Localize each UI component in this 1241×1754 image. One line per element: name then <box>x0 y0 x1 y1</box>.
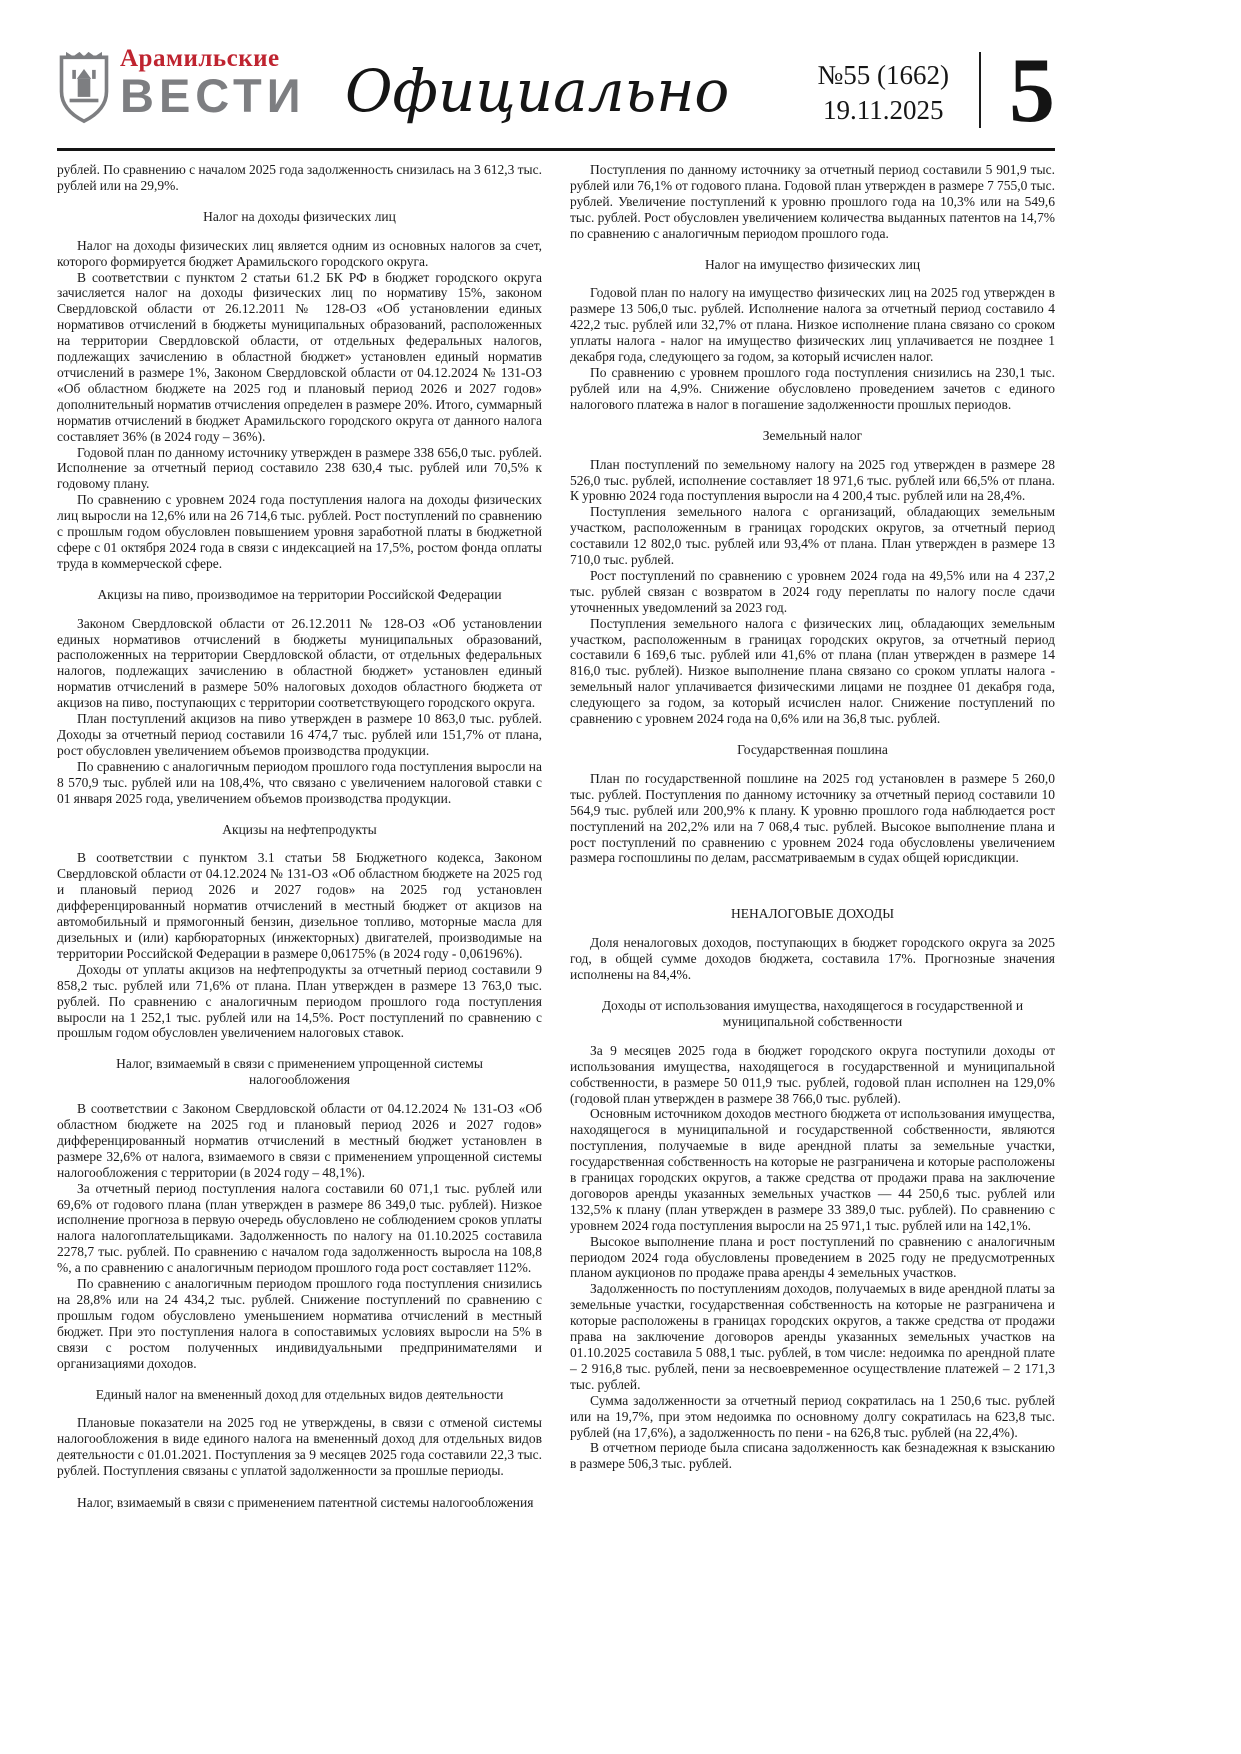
body-paragraph: По сравнению с аналогичным периодом прошлого года поступления выросли на 8 570,9 тыс. рублей или на 108,4%, что связано с увеличением налоговой ставки с 01 января 2025 года, увеличением объемов производства продукции. <box>57 758 542 806</box>
body-paragraph: Сумма задолженности за отчетный период сократилась на 1 250,6 тыс. рублей или на 19,7%, при этом недоимка по основному долгу сократилась на 623,8 тыс. рублей (на 17,6%), а задолженность по пени - на 626,8 тыс. рублей (на 22,4%). <box>570 1392 1055 1440</box>
newspaper-logo <box>57 46 319 131</box>
body-paragraph: План по государственной пошлине на 2025 год установлен в размере 5 260,0 тыс. рублей. Поступления по данному источнику за отчетный период составили 10 564,9 тыс. рублей или 200,9% к плану. К уровню прошлого года наблюдается рост поступлений на 202,2% или на 7 068,4 тыс. рублей. Высокое выполнение плана и рост поступлений по сравнению с уровнем 2024 года обусловлены увеличением размера госпошлины по делам, рассматриваемым в судах общей юрисдикции. <box>570 770 1055 866</box>
body-paragraph: За отчетный период поступления налога составили 60 071,1 тыс. рублей или 69,6% от годового плана (план утвержден в размере 86 349,0 тыс. рублей). Низкое исполнение прогноза в первую очередь обусловлено не соблюдением сроков уплаты налога налогоплательщиками. Задолженность по налогу на 01.10.2025 составила 2278,7 тыс. рублей. По сравнению с началом года задолженность выросла на 108,8 %, а по сравнению с аналогичным периодом прошлого года рост составляет 112%. <box>57 1180 542 1276</box>
body-paragraph: Годовой план по налогу на имущество физических лиц на 2025 год утвержден в размере 13 506,0 тыс. рублей. Исполнение налога за отчетный период составило 4 422,2 тыс. рублей или 32,7% от плана. Низкое исполнение плана связано со сроком уплаты налога - налог на имущество физических лиц уплачивается не позднее 1 декабря года, следующего за годом, за который исчислен налог. <box>570 285 1055 365</box>
masthead-rule <box>57 148 1055 151</box>
body-paragraph: План поступлений акцизов на пиво утвержден в размере 10 863,0 тыс. рублей. Доходы за отчетный период составили 16 474,7 тыс. рублей или 151,7% от плана, рост обусловлен увеличением объемов производства продукции. <box>57 711 542 758</box>
section-heading: Налог на доходы физических лиц <box>203 208 396 224</box>
body-paragraph: Плановые показатели на 2025 год не утверждены, в связи с отменой системы налогообложения в виде единого налога на вмененный доход для отдельных видов деятельности с 01.01.2021. Поступления за 9 месяцев 2025 года составили 22,3 тыс. рублей. Поступления связаны с уплатой задолженности за прошлые периоды. <box>57 1415 542 1479</box>
body-paragraph: Доля неналоговых доходов, поступающих в бюджет городского округа за 2025 год, в общей сумме доходов бюджета, составила 17%. Прогнозные значения исполнены на 84,4%. <box>570 935 1055 983</box>
section-heading: Единый налог на вмененный доход для отдельных видов деятельности <box>95 1386 504 1402</box>
body-paragraph: План поступлений по земельному налогу на 2025 год утвержден в размере 28 526,0 тыс. рублей, исполнение составляет 18 971,6 тыс. рублей или 66,5% от плана. К уровню 2024 года поступления выросли на 4 200,4 тыс. рублей или на 28,4%. <box>570 456 1055 504</box>
section-heading: НЕНАЛОГОВЫЕ ДОХОДЫ <box>730 906 895 922</box>
section-title: Официально <box>345 57 730 125</box>
body-paragraph: По сравнению с уровнем 2024 года поступления налога на доходы физических лиц выросли на 12,6% или на 26 714,6 тыс. рублей. Рост поступлений по сравнению с прошлым годом обусловлен повышением уровня заработной платы в бюджетной сфере с 01 октября 2024 года в связи с индексацией на 17,5%, ростом фонда оплаты труда в коммерческой сфере. <box>57 492 542 571</box>
section-heading: Государственная пошлина <box>737 742 888 757</box>
brand-text <box>120 45 306 123</box>
right-column <box>570 162 1055 1511</box>
body-paragraph: Поступления по данному источнику за отчетный период составили 5 901,9 тыс. рублей или 76,1% от годового плана. Годовой план утвержден в размере 7 755,0 тыс. рублей. Увеличение поступлений к уровню прошлого года на 10,3% или на 549,6 тыс. рублей. Рост обусловлен увеличением количества выданных патентов на 14,7% по сравнению с аналогичным периодом прошлого года. <box>570 162 1055 241</box>
page-number: 5 <box>1009 39 1055 141</box>
body-paragraph: Доходы от уплаты акцизов на нефтепродукты за отчетный период составили 9 858,2 тыс. рублей или 71,6% от плана. План утвержден в размере 13 763,0 тыс. рублей. По сравнению с аналогичным периодом прошлого года поступления выросли на 1 252,1 тыс. рублей или на 14,5%. Рост поступлений по сравнению с прошлым годом обусловлен увеличением налоговых ставок. <box>57 961 542 1041</box>
body-paragraph: Поступления земельного налога с организаций, обладающих земельным участком, расположенным в границах городских округов, за отчетный период составили 12 802,0 тыс. рублей или 93,4% от плана. План утвержден в размере 13 710,0 тыс. рублей. <box>570 504 1055 568</box>
section-heading: Доходы от использования имущества, находящегося в государственной и муниципальной собственности <box>601 997 1024 1029</box>
body-paragraph: Задолженность по поступлениям доходов, получаемых в виде арендной платы за земельные участки, государственная собственность на которые не разграничена и которые расположены в границах городских округов, а также средства от продажи права на заключение договоров аренды указанных земельных участков на 01.10.2025 составила 5 088,1 тыс. рублей, в том числе: недоимка по арендной плате – 2 916,8 тыс. рублей, пени за несвоевременное осуществление платежей – 2 171,3 тыс. рублей. <box>570 1281 1055 1392</box>
body-paragraph: В соответствии с Законом Свердловской области от 04.12.2024 № 131-ОЗ «Об областном бюджете на 2025 год и плановый период 2026 и 2027 годов» дифференцированный норматив отчислений в местный бюджет установлен в размере 32,6% от налога, взимаемого в связи с применением упрощенной системы налогообложения с территории (в 2024 году – 48,1%). <box>57 1101 542 1180</box>
header-divider <box>979 52 981 128</box>
issue-number: №55 (1662) <box>817 60 949 90</box>
section-heading: Акцизы на пиво, производимое на территории Российской Федерации <box>97 586 502 602</box>
body-paragraph: Основным источником доходов местного бюджета от использования имущества, находящегося в муниципальной и государственной собственности, являются поступления, получаемые в виде арендной платы за земельные участки, государственная собственность на которые не разграничена и которые расположены в границах городских округов, а также средства от продажи права на заключение договоров аренды указанных земельных участков — 44 250,6 тыс. рублей или 132,5% к плану (план утвержден в размере 33 389,0 тыс. рублей). По сравнению с уровнем 2024 года поступления выросли на 25 971,1 тыс. рублей или на 142,1%. <box>570 1106 1055 1233</box>
coat-of-arms-icon <box>57 48 111 131</box>
section-heading: Налог на имущество физических лиц <box>704 256 921 272</box>
body-paragraph: Высокое выполнение плана и рост поступлений по сравнению с аналогичным периодом 2024 года обусловлены проведением в 2025 году не предусмотренных планом аукционов по продаже права аренды 4 земельных участков. <box>570 1233 1055 1281</box>
section-heading: Акцизы на нефтепродукты <box>222 821 377 837</box>
body-paragraph: За 9 месяцев 2025 года в бюджет городского округа поступили доходы от использования имущества, находящегося в государственной и муниципальной собственности, в размере 50 011,9 тыс. рублей, годовой план исполнен на 129,0% (годовой план утвержден в размере 38 766,0 тыс. рублей). <box>570 1042 1055 1106</box>
article-body <box>57 162 1055 1511</box>
body-paragraph: Годовой план по данному источнику утвержден в размере 338 656,0 тыс. рублей. Исполнение за отчетный период составило 238 630,4 тыс. рублей или 70,5% к годовому плану. <box>57 444 542 492</box>
body-paragraph: В отчетном периоде была списана задолженность как безнадежная к взысканию в размере 506,3 тыс. рублей. <box>570 1440 1055 1472</box>
body-paragraph: Налог, взимаемый в связи с применением патентной системы налогообложения <box>77 1495 534 1511</box>
body-paragraph: Законом Свердловской области от 26.12.2011 № 128-ОЗ «Об установлении единых нормативов отчислений в бюджеты муниципальных образований, расположенных на территории Свердловской области, от отдельных федеральных налогов, подлежащих зачислению в областной бюджет» установлен единый норматив отчислений в размере 50% налоговых доходов областного бюджета от акцизов на пиво, поступающих с территории соответствующего городского округа. <box>57 615 542 711</box>
body-paragraph: По сравнению с аналогичным периодом прошлого года поступления снизились на 28,8% или на 24 434,2 тыс. рублей. Снижение поступлений по сравнению с прошлым годом обусловлено уменьшением норматива отчислений в местный бюджет. При это поступления налога в сопоставимых условиях выросли на 5% в связи с ростом полученных индивидуальными предпринимателями и организациями доходов. <box>57 1276 542 1371</box>
section-heading: Налог, взимаемый в связи с применением упрощенной системы налогообложения <box>116 1056 483 1088</box>
section-heading: Земельный налог <box>762 427 863 443</box>
body-paragraph: В соответствии с пунктом 3.1 статьи 58 Бюджетного кодекса, Законом Свердловской области от 04.12.2024 № 131-ОЗ «Об областном бюджете на 2025 год и плановый период 2026 и 2027 годов» на 2025 год установлен дифференцированный норматив отчислений в местный бюджет от акцизов на автомобильный и прямогонный бензин, дизельное топливо, моторные масла для дизельных и (или) карбюраторных (инжекторных) двигателей, производимые на территории Российской Федерации в размере 0,06175% (в 2024 году - 0,06196%). <box>57 850 542 961</box>
body-paragraph: Поступления земельного налога с физических лиц, обладающих земельным участком, расположенным в границах городских округов, за отчетный период составили 6 169,6 тыс. рублей или 41,6% от плана (план утвержден в размере 14 816,0 тыс. рублей). Низкое выполнение плана связано со сроком уплаты налога - земельный налог уплачивается физическими лицами не позднее 01 декабря года, следующего за годом, за который исчислен налог. Снижение поступлений по сравнению с уровнем 2024 года на 0,6% или на 36,8 тыс. рублей. <box>570 615 1055 727</box>
issue-date: 19.11.2025 <box>823 95 944 126</box>
body-paragraph: Налог на доходы физических лиц является одним из основных налогов за счет, которого формируется бюджет Арамильского городского округа. <box>57 237 542 269</box>
body-paragraph: рублей. По сравнению с началом 2025 года задолженность снизилась на 3 612,3 тыс. рублей или на 29,9%. <box>57 162 542 193</box>
body-paragraph: По сравнению с уровнем прошлого года поступления снизились на 230,1 тыс. рублей или на 4,9%. Снижение обусловлено проведением зачетов с единого налогового платежа в налог в погашение задолженности прошлых периодов. <box>570 364 1055 412</box>
body-paragraph: Рост поступлений по сравнению с уровнем 2024 года на 49,5% или на 4 237,2 тыс. рублей связан с возвратом в 2024 году переплаты по налогу после сдачи уточненных уведомлений за 2023 год. <box>570 567 1055 615</box>
brand-name-top: Арамильские <box>120 45 280 72</box>
issue-block <box>818 58 950 128</box>
body-paragraph: В соответствии с пунктом 2 статьи 61.2 БК РФ в бюджет городского округа зачисляется налог на доходы физических лиц по нормативу 15%, законом Свердловской области от 26.12.2011 № 128-ОЗ «Об установлении единых нормативов отчислений в бюджеты муниципальных образований, расположенных на территории Свердловской области, от отдельных федеральных налогов, подлежащих зачислению в областной бюджет» установлен единый норматив отчислений в размере 1%, Законом Свердловской области от 04.12.2024 № 131-ОЗ «Об областном бюджете на 2025 год и плановый период 2026 и 2027 годов» дополнительный норматив отчисления определен в размере 20%. Итого, суммарный норматив отчислений в бюджет Арамильского городского округа от данного налога составляет 36% (в 2024 году – 36%). <box>57 269 542 444</box>
left-column <box>57 162 542 1511</box>
masthead <box>57 39 1055 141</box>
brand-name-bottom: ВЕСТИ <box>120 69 306 123</box>
